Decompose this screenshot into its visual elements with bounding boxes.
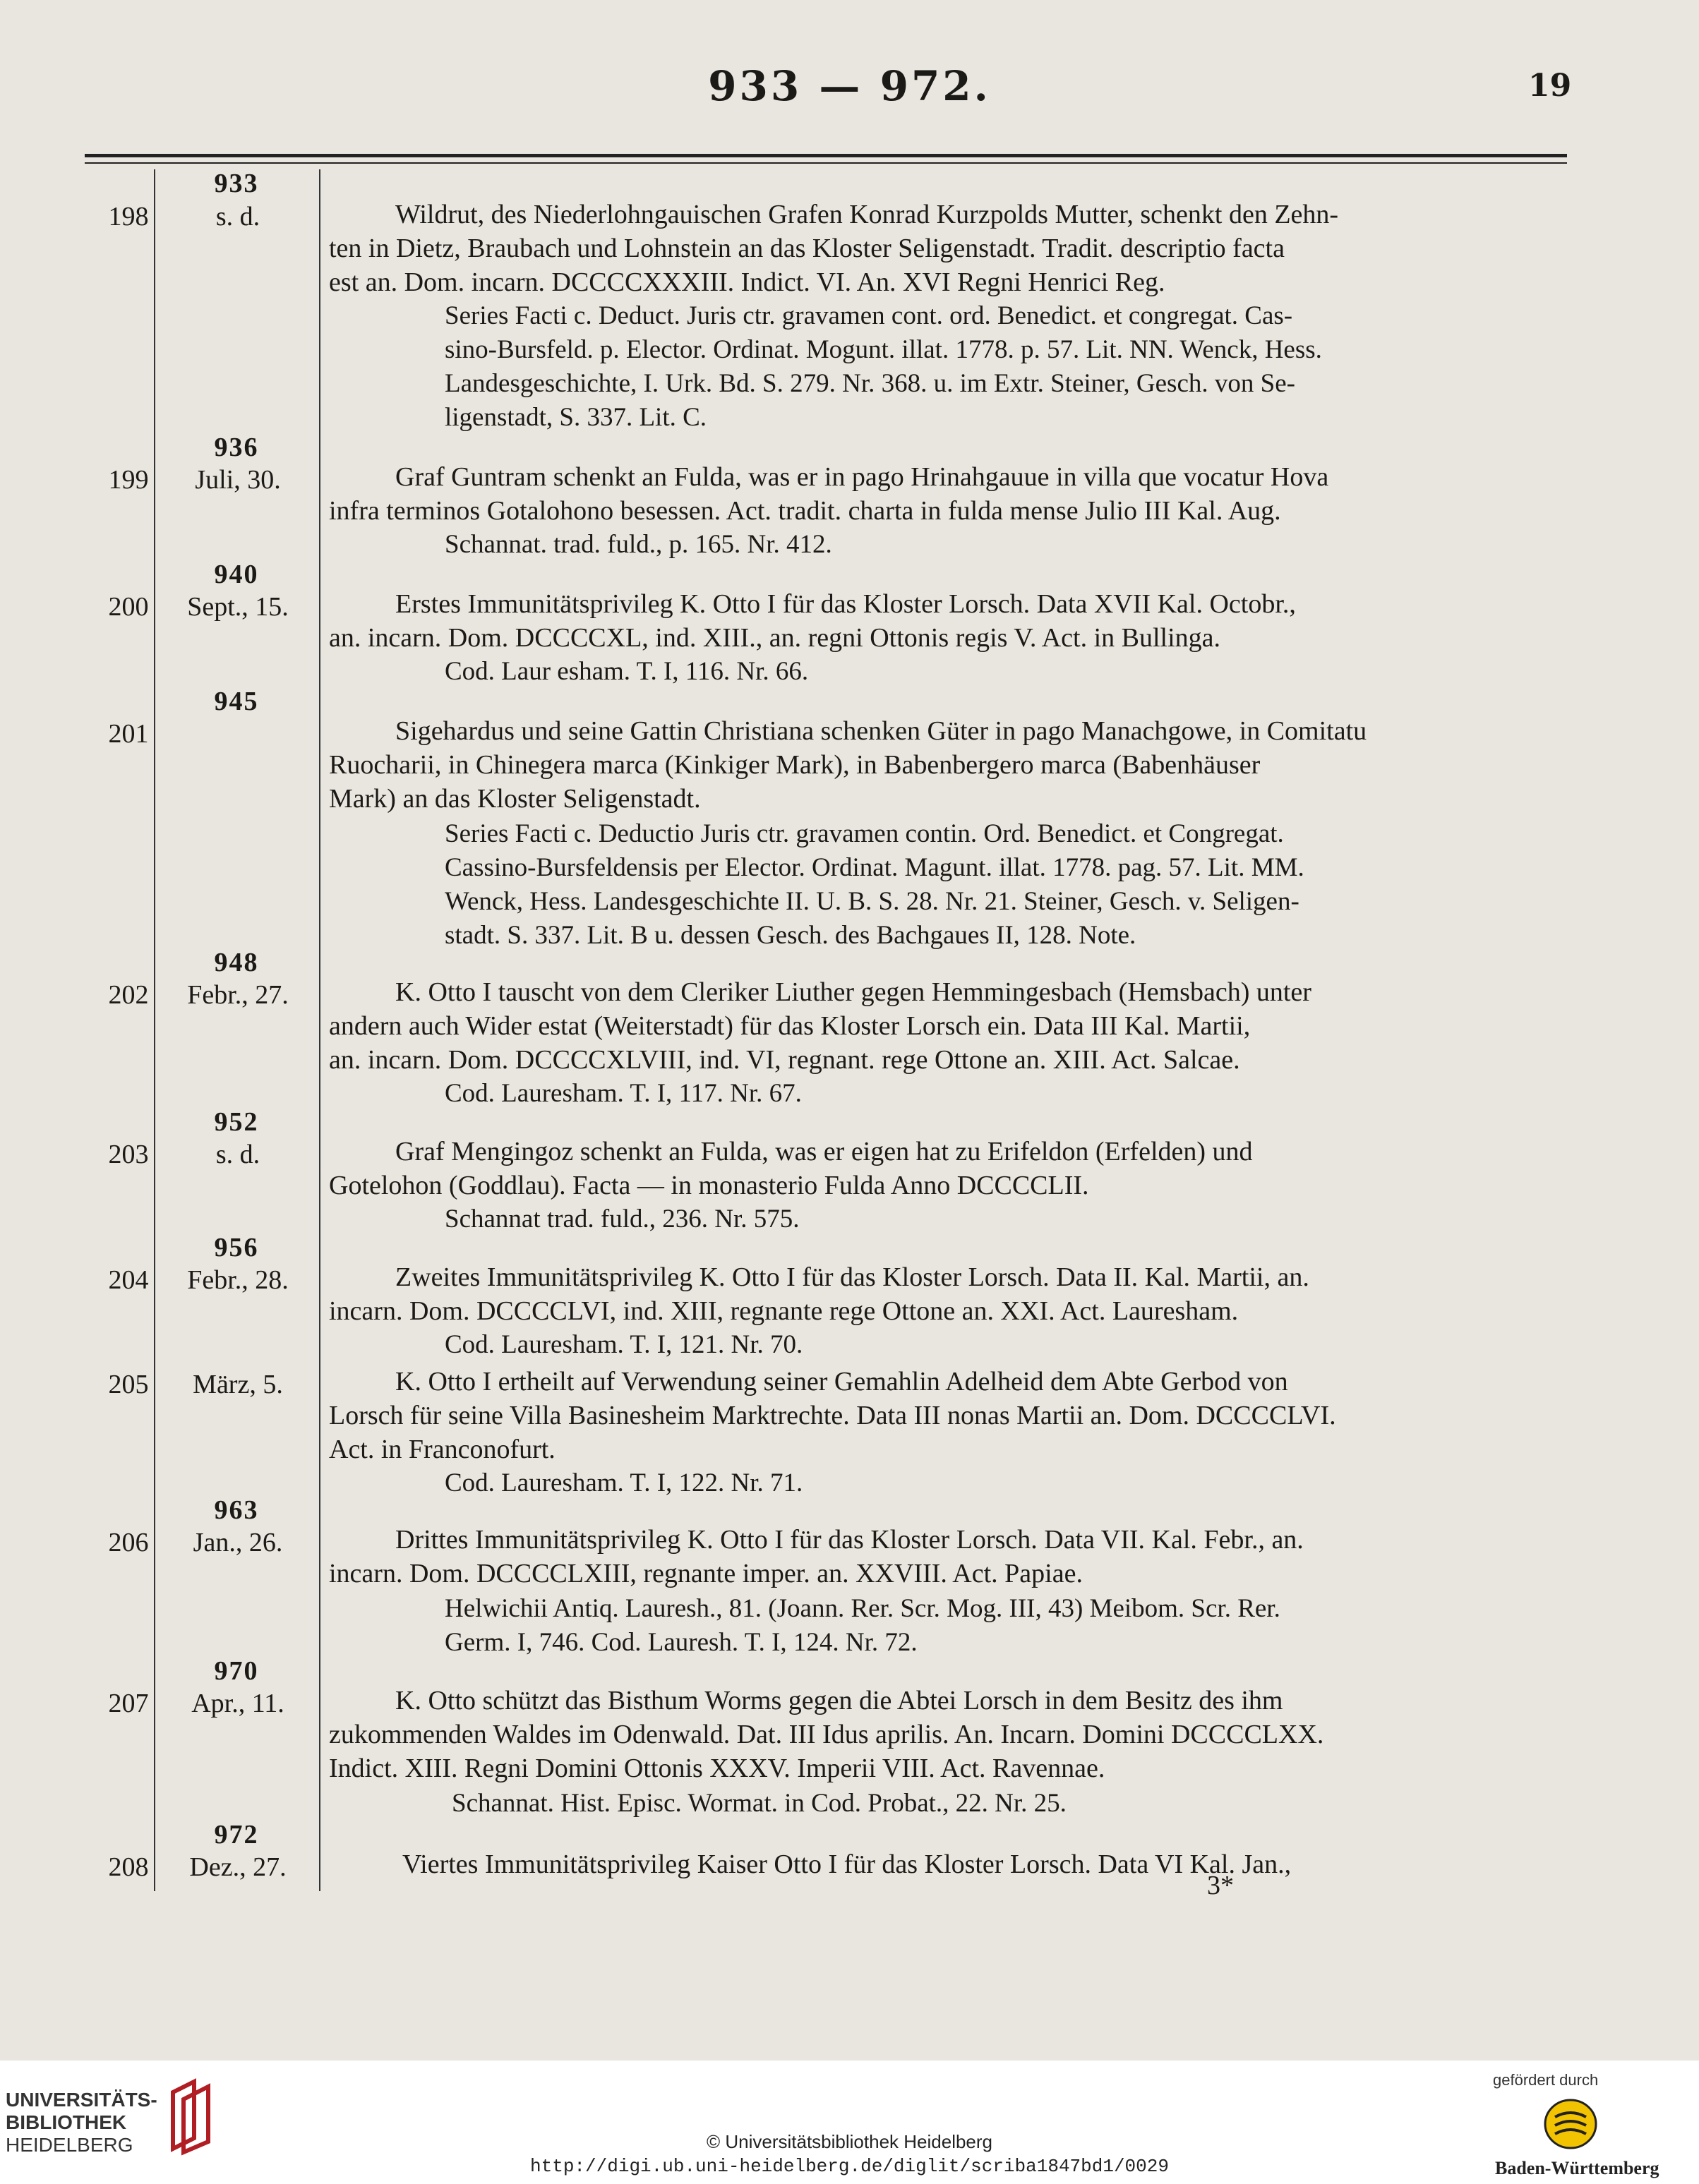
regest-line: K. Otto I ertheilt auf Verwendung seiner Gemahlin Adelheid dem Abte Gerbod von (395, 1367, 1288, 1396)
entry-date: Dez., 27. (189, 1852, 287, 1882)
regest-line: Lorsch für seine Villa Basinesheim Marktrechte. Data III nonas Martii an. Dom. DCCCCLVI. (329, 1401, 1336, 1430)
regest-line: Wildrut, des Niederlohngauischen Grafen Konrad Kurzpolds Mutter, schenkt den Zehn- (395, 200, 1339, 229)
source-line: Schannat. trad. fuld., p. 165. Nr. 412. (445, 530, 832, 559)
entry-number: 201 (108, 719, 149, 749)
regest-line: andern auch Wider estat (Weiterstadt) für das Kloster Lorsch ein. Data III Kal. Martii, (329, 1011, 1251, 1041)
entry-date: Jan., 26. (193, 1528, 283, 1557)
library-name-line3: HEIDELBERG (6, 2134, 133, 2156)
source-line: Schannat. Hist. Episc. Wormat. in Cod. Probat., 22. Nr. 25. (452, 1789, 1067, 1818)
regest-line: Gotelohon (Goddlau). Facta — in monasterio Fulda Anno DCCCCLII. (329, 1171, 1089, 1200)
entry-number: 204 (108, 1265, 149, 1295)
source-line: ligenstadt, S. 337. Lit. C. (445, 403, 707, 432)
page-number: 19 (1528, 68, 1572, 104)
regest-line: Sigehardus und seine Gattin Christiana schenken Güter in pago Manachgowe, in Comitatu (395, 716, 1367, 746)
year-heading: 970 (214, 1656, 259, 1686)
entry-number: 200 (108, 592, 149, 622)
entry-date: s. d. (215, 202, 260, 231)
regest-line: Act. in Franconofurt. (329, 1435, 556, 1464)
year-heading: 963 (214, 1495, 259, 1525)
entry-number: 199 (108, 465, 149, 495)
signature-mark: 3* (1207, 1871, 1234, 1900)
year-heading: 972 (214, 1820, 259, 1850)
entry-number: 202 (108, 980, 149, 1010)
source-line: sino-Bursfeld. p. Elector. Ordinat. Mogunt. illat. 1778. p. 57. Lit. NN. Wenck, Hess. (445, 335, 1322, 364)
entry-number: 208 (108, 1852, 149, 1882)
year-heading: 936 (214, 433, 259, 462)
regest-line: zukommenden Waldes im Odenwald. Dat. III Idus aprilis. An. Incarn. Domini DCCCCLXX. (329, 1720, 1324, 1749)
source-line: Landesgeschichte, I. Urk. Bd. S. 279. Nr. 368. u. im Extr. Steiner, Gesch. von Se- (445, 369, 1295, 398)
baden-wuerttemberg-seal-icon (1542, 2096, 1599, 2152)
source-line: Schannat trad. fuld., 236. Nr. 575. (445, 1205, 800, 1233)
year-heading: 956 (214, 1233, 259, 1262)
running-header-title: 933 — 972. (708, 62, 991, 110)
entry-number: 203 (108, 1140, 149, 1169)
entry-date: März, 5. (193, 1370, 283, 1399)
regest-line: an. incarn. Dom. DCCCCXLVIII, ind. VI, regnant. rege Ottone an. XIII. Act. Salcae. (329, 1045, 1240, 1075)
permalink-url[interactable]: http://digi.ub.uni-heidelberg.de/diglit/scriba1847bd1/0029 (530, 2156, 1169, 2177)
entry-number: 207 (108, 1689, 149, 1718)
regest-line: K. Otto schützt das Bisthum Worms gegen die Abtei Lorsch in dem Besitz des ihm (395, 1686, 1283, 1715)
entry-date: Febr., 27. (187, 980, 289, 1010)
regest-line: an. incarn. Dom. DCCCCXL, ind. XIII., an. regni Ottonis regis V. Act. in Bullinga. (329, 623, 1221, 653)
year-heading: 945 (214, 687, 259, 716)
library-name-line1: UNIVERSITÄTS- (6, 2089, 157, 2111)
regest-line: Viertes Immunitätsprivileg Kaiser Otto I für das Kloster Lorsch. Data VI Kal. Jan., (402, 1850, 1292, 1879)
funded-by-label: gefördert durch (1493, 2071, 1599, 2089)
source-line: Cod. Lauresham. T. I, 121. Nr. 70. (445, 1330, 803, 1359)
source-line: stadt. S. 337. Lit. B u. dessen Gesch. des Bachgaues II, 128. Note. (445, 921, 1136, 950)
entry-date: Sept., 15. (187, 592, 289, 622)
regest-line: Graf Guntram schenkt an Fulda, was er in pago Hrinahgauue in villa que vocatur Hova (395, 462, 1329, 492)
source-line: Cod. Laur esham. T. I, 116. Nr. 66. (445, 657, 809, 686)
entry-date: Apr., 11. (191, 1689, 284, 1718)
regest-line: Mark) an das Kloster Seligenstadt. (329, 784, 701, 814)
year-heading: 948 (214, 948, 259, 977)
source-line: Series Facti c. Deduct. Juris ctr. gravamen cont. ord. Benedict. et congregat. Cas- (445, 301, 1293, 330)
regest-line: infra terminos Gotalohono besessen. Act. tradit. charta in fulda mense Julio III Kal. Aug. (329, 496, 1281, 526)
source-line: Helwichii Antiq. Lauresh., 81. (Joann. Rer. Scr. Mog. III, 43) Meibom. Scr. Rer. (445, 1594, 1280, 1623)
entry-number: 205 (108, 1370, 149, 1399)
source-line: Wenck, Hess. Landesgeschichte II. U. B. S. 28. Nr. 21. Steiner, Gesch. v. Seligen- (445, 887, 1299, 916)
regest-line: est an. Dom. incarn. DCCCCXXXIII. Indict. VI. An. XVI Regni Henrici Reg. (329, 267, 1165, 297)
regest-line: ten in Dietz, Braubach und Lohnstein an das Kloster Seligenstadt. Tradit. descriptio facta (329, 234, 1285, 263)
entry-number: 198 (108, 202, 149, 231)
year-heading: 940 (214, 560, 259, 589)
regest-line: Indict. XIII. Regni Domini Ottonis XXXV. Imperii VIII. Act. Ravennae. (329, 1754, 1105, 1783)
regest-line: incarn. Dom. DCCCCLXIII, regnante imper. an. XXVIII. Act. Papiae. (329, 1559, 1083, 1588)
year-heading: 952 (214, 1107, 259, 1137)
entry-date: Juli, 30. (195, 465, 281, 495)
source-line: Cod. Lauresham. T. I, 122. Nr. 71. (445, 1468, 803, 1497)
regest-line: Zweites Immunitätsprivileg K. Otto I für das Kloster Lorsch. Data II. Kal. Martii, an. (395, 1262, 1309, 1292)
column-divider-date (319, 169, 320, 1891)
header-rule-thin (85, 162, 1567, 164)
regest-line: Graf Mengingoz schenkt an Fulda, was er eigen hat zu Erifeldon (Erfelden) und (395, 1137, 1253, 1166)
entry-date: Febr., 28. (187, 1265, 289, 1295)
regest-line: incarn. Dom. DCCCCLVI, ind. XIII, regnante rege Ottone an. XXI. Act. Lauresham. (329, 1296, 1239, 1326)
library-name-line2: BIBLIOTHEK (6, 2111, 127, 2133)
source-line: Series Facti c. Deductio Juris ctr. gravamen contin. Ord. Benedict. et Congregat. (445, 819, 1284, 848)
regest-line: Erstes Immunitätsprivileg K. Otto I für das Kloster Lorsch. Data XVII Kal. Octobr., (395, 589, 1296, 619)
source-line: Cod. Lauresham. T. I, 117. Nr. 67. (445, 1079, 802, 1108)
source-line: Cassino-Bursfeldensis per Elector. Ordinat. Magunt. illat. 1778. pag. 57. Lit. MM. (445, 853, 1304, 882)
regest-line: Drittes Immunitätsprivileg K. Otto I für das Kloster Lorsch. Data VII. Kal. Febr., an. (395, 1525, 1304, 1555)
entry-date: s. d. (215, 1140, 260, 1169)
header-rule-thick (85, 154, 1567, 157)
entry-number: 206 (108, 1528, 149, 1557)
copyright-notice: © Universitätsbibliothek Heidelberg (706, 2131, 993, 2152)
year-heading: 933 (214, 169, 259, 198)
funder-name: Baden-Württemberg (1495, 2158, 1659, 2178)
regest-line: K. Otto I tauscht von dem Cleriker Liuther gegen Hemmingesbach (Hemsbach) unter (395, 977, 1311, 1007)
column-divider-number (154, 169, 155, 1891)
source-line: Germ. I, 746. Cod. Lauresh. T. I, 124. Nr. 72. (445, 1628, 918, 1657)
regest-line: Ruocharii, in Chinegera marca (Kinkiger Mark), in Babenbergero marca (Babenhäuser (329, 750, 1261, 780)
